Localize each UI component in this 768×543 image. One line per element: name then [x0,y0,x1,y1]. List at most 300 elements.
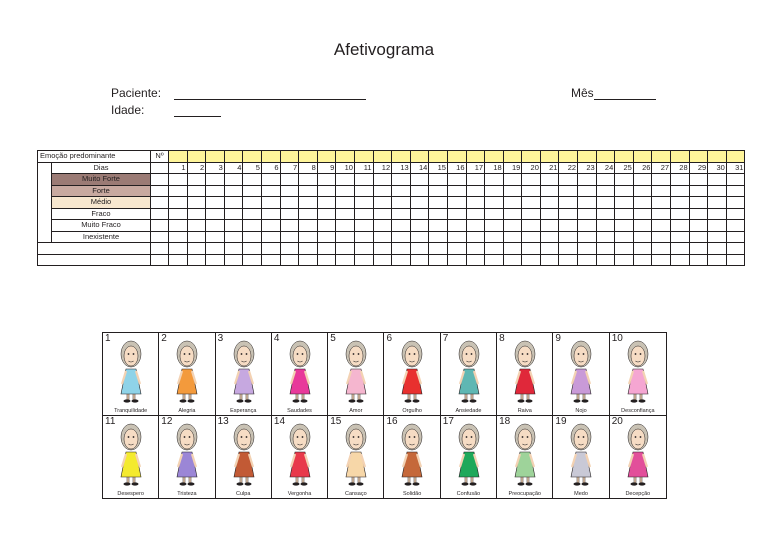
header-yellow-cell[interactable] [336,151,355,163]
table-cell[interactable] [429,254,448,266]
table-cell[interactable] [652,197,671,209]
table-cell[interactable] [708,220,727,232]
table-cell[interactable] [708,243,727,255]
table-cell[interactable] [466,208,485,220]
table-cell[interactable] [652,208,671,220]
table-cell[interactable] [354,243,373,255]
table-cell[interactable] [466,185,485,197]
table-cell[interactable] [38,243,151,255]
table-cell[interactable] [708,231,727,243]
table-cell[interactable] [224,243,243,255]
table-cell[interactable] [243,220,262,232]
table-cell[interactable] [354,208,373,220]
table-cell[interactable] [466,220,485,232]
table-cell[interactable] [522,174,541,186]
table-cell[interactable] [187,174,206,186]
table-cell[interactable] [652,254,671,266]
table-cell[interactable] [336,254,355,266]
table-cell[interactable] [354,185,373,197]
header-yellow-cell[interactable] [280,151,299,163]
table-cell[interactable] [354,197,373,209]
table-cell[interactable] [261,243,280,255]
table-cell[interactable] [317,174,336,186]
table-cell[interactable] [633,243,652,255]
header-yellow-cell[interactable] [652,151,671,163]
header-yellow-cell[interactable] [354,151,373,163]
header-yellow-cell[interactable] [317,151,336,163]
table-cell[interactable] [169,208,188,220]
table-cell[interactable] [187,231,206,243]
table-cell[interactable] [726,231,745,243]
table-cell[interactable] [261,185,280,197]
table-cell[interactable] [633,208,652,220]
table-cell[interactable] [447,254,466,266]
table-cell[interactable] [243,231,262,243]
table-cell[interactable] [187,197,206,209]
day-number: 6 [261,162,280,174]
table-cell[interactable] [708,208,727,220]
table-cell[interactable] [652,243,671,255]
table-cell[interactable] [206,220,225,232]
table-cell[interactable] [485,208,504,220]
table-cell[interactable] [373,220,392,232]
table-cell[interactable] [596,243,615,255]
table-cell[interactable] [206,197,225,209]
table-cell[interactable] [280,231,299,243]
table-cell[interactable] [578,243,597,255]
table-cell[interactable] [224,197,243,209]
table-cell[interactable] [540,197,559,209]
table-cell[interactable] [503,185,522,197]
table-cell[interactable] [336,197,355,209]
table-cell[interactable] [224,231,243,243]
table-cell[interactable] [151,162,169,174]
table-cell[interactable] [392,231,411,243]
table-cell[interactable] [206,254,225,266]
header-yellow-cell[interactable] [261,151,280,163]
table-cell[interactable] [671,185,690,197]
header-yellow-cell[interactable] [392,151,411,163]
table-cell[interactable] [447,174,466,186]
table-cell[interactable] [151,197,169,209]
table-cell[interactable] [243,208,262,220]
table-cell[interactable] [261,174,280,186]
table-cell[interactable] [522,220,541,232]
table-cell[interactable] [485,220,504,232]
table-cell[interactable] [206,231,225,243]
table-cell[interactable] [633,185,652,197]
table-cell[interactable] [615,243,634,255]
emotion-number: 3 [217,333,224,344]
table-cell[interactable] [559,254,578,266]
table-cell[interactable] [299,208,318,220]
table-cell[interactable] [652,220,671,232]
table-cell[interactable] [169,185,188,197]
table-cell[interactable] [503,243,522,255]
table-cell[interactable] [224,185,243,197]
table-cell[interactable] [503,174,522,186]
table-cell[interactable] [373,208,392,220]
table-cell[interactable] [169,197,188,209]
table-cell[interactable] [169,220,188,232]
header-yellow-cell[interactable] [224,151,243,163]
table-cell[interactable] [708,185,727,197]
table-cell[interactable] [206,185,225,197]
table-cell[interactable] [708,174,727,186]
table-cell[interactable] [447,220,466,232]
table-cell[interactable] [689,220,708,232]
table-cell[interactable] [392,174,411,186]
table-cell[interactable] [615,220,634,232]
header-yellow-cell[interactable] [671,151,690,163]
level-row [38,220,745,232]
table-cell[interactable] [578,220,597,232]
table-cell[interactable] [689,185,708,197]
table-cell[interactable] [373,174,392,186]
table-cell[interactable] [243,197,262,209]
table-cell[interactable] [466,254,485,266]
header-yellow-cell[interactable] [633,151,652,163]
table-cell[interactable] [410,243,429,255]
table-cell[interactable] [540,208,559,220]
table-cell[interactable] [466,174,485,186]
header-yellow-cell[interactable] [689,151,708,163]
table-cell[interactable] [671,254,690,266]
table-cell[interactable] [633,220,652,232]
table-cell[interactable] [151,208,169,220]
table-cell[interactable] [633,174,652,186]
table-cell[interactable] [671,174,690,186]
table-cell[interactable] [243,174,262,186]
table-cell[interactable] [299,197,318,209]
table-cell[interactable] [151,220,169,232]
table-cell[interactable] [633,231,652,243]
table-cell[interactable] [559,220,578,232]
table-cell[interactable] [726,208,745,220]
table-cell[interactable] [578,174,597,186]
table-cell[interactable] [466,243,485,255]
table-cell[interactable] [410,174,429,186]
table-cell[interactable] [689,197,708,209]
table-cell[interactable] [671,243,690,255]
table-cell[interactable] [373,231,392,243]
table-cell[interactable] [540,243,559,255]
table-cell[interactable] [503,231,522,243]
header-yellow-cell[interactable] [540,151,559,163]
emotion-number: 5 [330,333,336,344]
table-cell[interactable] [522,197,541,209]
table-cell[interactable] [429,185,448,197]
table-cell[interactable] [373,185,392,197]
header-yellow-cell[interactable] [206,151,225,163]
table-cell[interactable] [559,174,578,186]
table-cell[interactable] [429,197,448,209]
table-cell[interactable] [317,197,336,209]
table-cell[interactable] [373,254,392,266]
table-cell[interactable] [187,243,206,255]
table-cell[interactable] [354,174,373,186]
table-cell[interactable] [485,231,504,243]
table-cell[interactable] [596,231,615,243]
table-cell[interactable] [169,254,188,266]
table-cell[interactable] [522,254,541,266]
table-cell[interactable] [261,254,280,266]
table-cell[interactable] [559,185,578,197]
table-cell[interactable] [151,231,169,243]
table-cell[interactable] [429,220,448,232]
header-yellow-cell[interactable] [522,151,541,163]
table-cell[interactable] [578,197,597,209]
table-cell[interactable] [596,220,615,232]
table-cell[interactable] [224,254,243,266]
table-cell[interactable] [559,208,578,220]
table-cell[interactable] [447,185,466,197]
table-cell[interactable] [540,231,559,243]
table-cell[interactable] [671,231,690,243]
table-cell[interactable] [596,208,615,220]
character-figure-icon [341,422,371,488]
table-cell[interactable] [596,174,615,186]
header-yellow-cell[interactable] [373,151,392,163]
table-cell[interactable] [206,208,225,220]
table-cell[interactable] [447,197,466,209]
table-cell[interactable] [261,197,280,209]
table-cell[interactable] [615,197,634,209]
table-cell[interactable] [280,243,299,255]
table-cell[interactable] [559,243,578,255]
table-cell[interactable] [615,254,634,266]
header-yellow-cell[interactable] [299,151,318,163]
table-cell[interactable] [243,243,262,255]
table-cell[interactable] [206,174,225,186]
table-cell[interactable] [169,243,188,255]
header-yellow-cell[interactable] [187,151,206,163]
table-cell[interactable] [503,254,522,266]
table-cell[interactable] [652,174,671,186]
table-cell[interactable] [317,208,336,220]
table-cell[interactable] [689,174,708,186]
table-cell[interactable] [317,254,336,266]
header-yellow-cell[interactable] [708,151,727,163]
table-cell[interactable] [336,243,355,255]
table-cell[interactable] [615,174,634,186]
header-yellow-cell[interactable] [410,151,429,163]
character-figure-icon [116,422,146,488]
table-cell[interactable] [261,231,280,243]
table-cell[interactable] [708,254,727,266]
header-yellow-cell[interactable] [243,151,262,163]
table-cell[interactable] [299,243,318,255]
table-cell[interactable] [429,174,448,186]
table-cell[interactable] [336,208,355,220]
table-cell[interactable] [726,243,745,255]
table-cell[interactable] [540,220,559,232]
table-cell[interactable] [726,174,745,186]
table-cell[interactable] [224,220,243,232]
table-cell[interactable] [187,254,206,266]
table-cell[interactable] [540,185,559,197]
table-cell[interactable] [317,243,336,255]
table-cell[interactable] [596,197,615,209]
table-cell[interactable] [261,220,280,232]
table-cell[interactable] [689,243,708,255]
table-cell[interactable] [726,197,745,209]
table-cell[interactable] [354,220,373,232]
table-cell[interactable] [280,174,299,186]
table-cell[interactable] [224,208,243,220]
table-cell[interactable] [615,185,634,197]
header-yellow-cell[interactable] [169,151,188,163]
table-cell[interactable] [280,254,299,266]
header-yellow-cell[interactable] [578,151,597,163]
patient-field[interactable] [174,99,366,100]
table-cell[interactable] [671,220,690,232]
emotion-card [103,333,159,416]
table-cell[interactable] [354,254,373,266]
table-cell[interactable] [447,243,466,255]
table-cell[interactable] [485,174,504,186]
table-cell[interactable] [317,220,336,232]
table-cell[interactable] [392,220,411,232]
table-cell[interactable] [578,208,597,220]
table-cell[interactable] [429,231,448,243]
table-cell[interactable] [485,197,504,209]
month-field[interactable] [594,99,656,100]
table-cell[interactable] [726,254,745,266]
table-cell[interactable] [522,231,541,243]
header-yellow-cell[interactable] [485,151,504,163]
table-cell[interactable] [280,185,299,197]
table-cell[interactable] [299,231,318,243]
table-cell[interactable] [466,197,485,209]
age-field[interactable] [174,116,221,117]
table-cell[interactable] [578,254,597,266]
table-cell[interactable] [671,197,690,209]
table-cell[interactable] [522,185,541,197]
header-yellow-cell[interactable] [615,151,634,163]
table-cell[interactable] [299,254,318,266]
table-cell[interactable] [392,208,411,220]
table-cell[interactable] [447,208,466,220]
table-cell[interactable] [392,243,411,255]
table-cell[interactable] [540,174,559,186]
table-cell[interactable] [336,220,355,232]
table-cell[interactable] [299,220,318,232]
header-yellow-cell[interactable] [429,151,448,163]
table-cell[interactable] [280,208,299,220]
table-cell[interactable] [169,231,188,243]
table-cell[interactable] [392,254,411,266]
table-cell[interactable] [243,185,262,197]
table-cell[interactable] [410,231,429,243]
table-cell[interactable] [187,185,206,197]
table-cell[interactable] [503,220,522,232]
table-cell[interactable] [373,243,392,255]
table-cell[interactable] [151,174,169,186]
table-cell[interactable] [224,174,243,186]
table-cell[interactable] [410,185,429,197]
table-cell[interactable] [671,208,690,220]
table-cell[interactable] [151,185,169,197]
table-cell[interactable] [578,185,597,197]
table-cell[interactable] [689,231,708,243]
table-cell[interactable] [485,185,504,197]
table-cell[interactable] [708,197,727,209]
table-cell[interactable] [429,243,448,255]
table-cell[interactable] [336,231,355,243]
table-cell[interactable] [726,220,745,232]
table-cell[interactable] [392,185,411,197]
header-yellow-cell[interactable] [596,151,615,163]
table-cell[interactable] [410,208,429,220]
table-cell[interactable] [280,220,299,232]
table-cell[interactable] [410,254,429,266]
table-cell[interactable] [299,185,318,197]
table-cell[interactable] [578,231,597,243]
table-cell[interactable] [466,231,485,243]
table-cell[interactable] [596,185,615,197]
table-cell[interactable] [151,254,169,266]
table-cell[interactable] [503,197,522,209]
header-yellow-cell[interactable] [726,151,745,163]
table-cell[interactable] [373,197,392,209]
table-cell[interactable] [410,220,429,232]
table-cell[interactable] [485,254,504,266]
table-cell[interactable] [615,231,634,243]
table-cell[interactable] [652,185,671,197]
table-cell[interactable] [559,197,578,209]
table-cell[interactable] [726,185,745,197]
table-cell[interactable] [299,174,318,186]
header-yellow-cell[interactable] [503,151,522,163]
table-cell[interactable] [540,254,559,266]
table-cell[interactable] [336,185,355,197]
table-cell[interactable] [522,208,541,220]
table-cell[interactable] [410,197,429,209]
table-cell[interactable] [652,231,671,243]
table-cell[interactable] [447,231,466,243]
table-cell[interactable] [261,208,280,220]
table-cell[interactable] [485,243,504,255]
table-cell[interactable] [151,243,169,255]
header-yellow-cell[interactable] [559,151,578,163]
table-cell[interactable] [187,208,206,220]
table-cell[interactable] [317,185,336,197]
table-cell[interactable] [243,254,262,266]
table-cell[interactable] [429,208,448,220]
table-cell[interactable] [689,208,708,220]
table-cell[interactable] [38,254,151,266]
table-cell[interactable] [596,254,615,266]
table-cell[interactable] [392,197,411,209]
header-yellow-cell[interactable] [466,151,485,163]
table-cell[interactable] [522,243,541,255]
header-yellow-cell[interactable] [447,151,466,163]
table-cell[interactable] [633,197,652,209]
table-cell[interactable] [169,174,188,186]
table-cell[interactable] [689,254,708,266]
table-cell[interactable] [336,174,355,186]
table-cell[interactable] [206,243,225,255]
table-cell[interactable] [187,220,206,232]
table-cell[interactable] [633,254,652,266]
table-cell[interactable] [280,197,299,209]
table-cell[interactable] [503,208,522,220]
table-cell[interactable] [615,208,634,220]
table-cell[interactable] [317,231,336,243]
table-cell[interactable] [354,231,373,243]
table-cell[interactable] [559,231,578,243]
